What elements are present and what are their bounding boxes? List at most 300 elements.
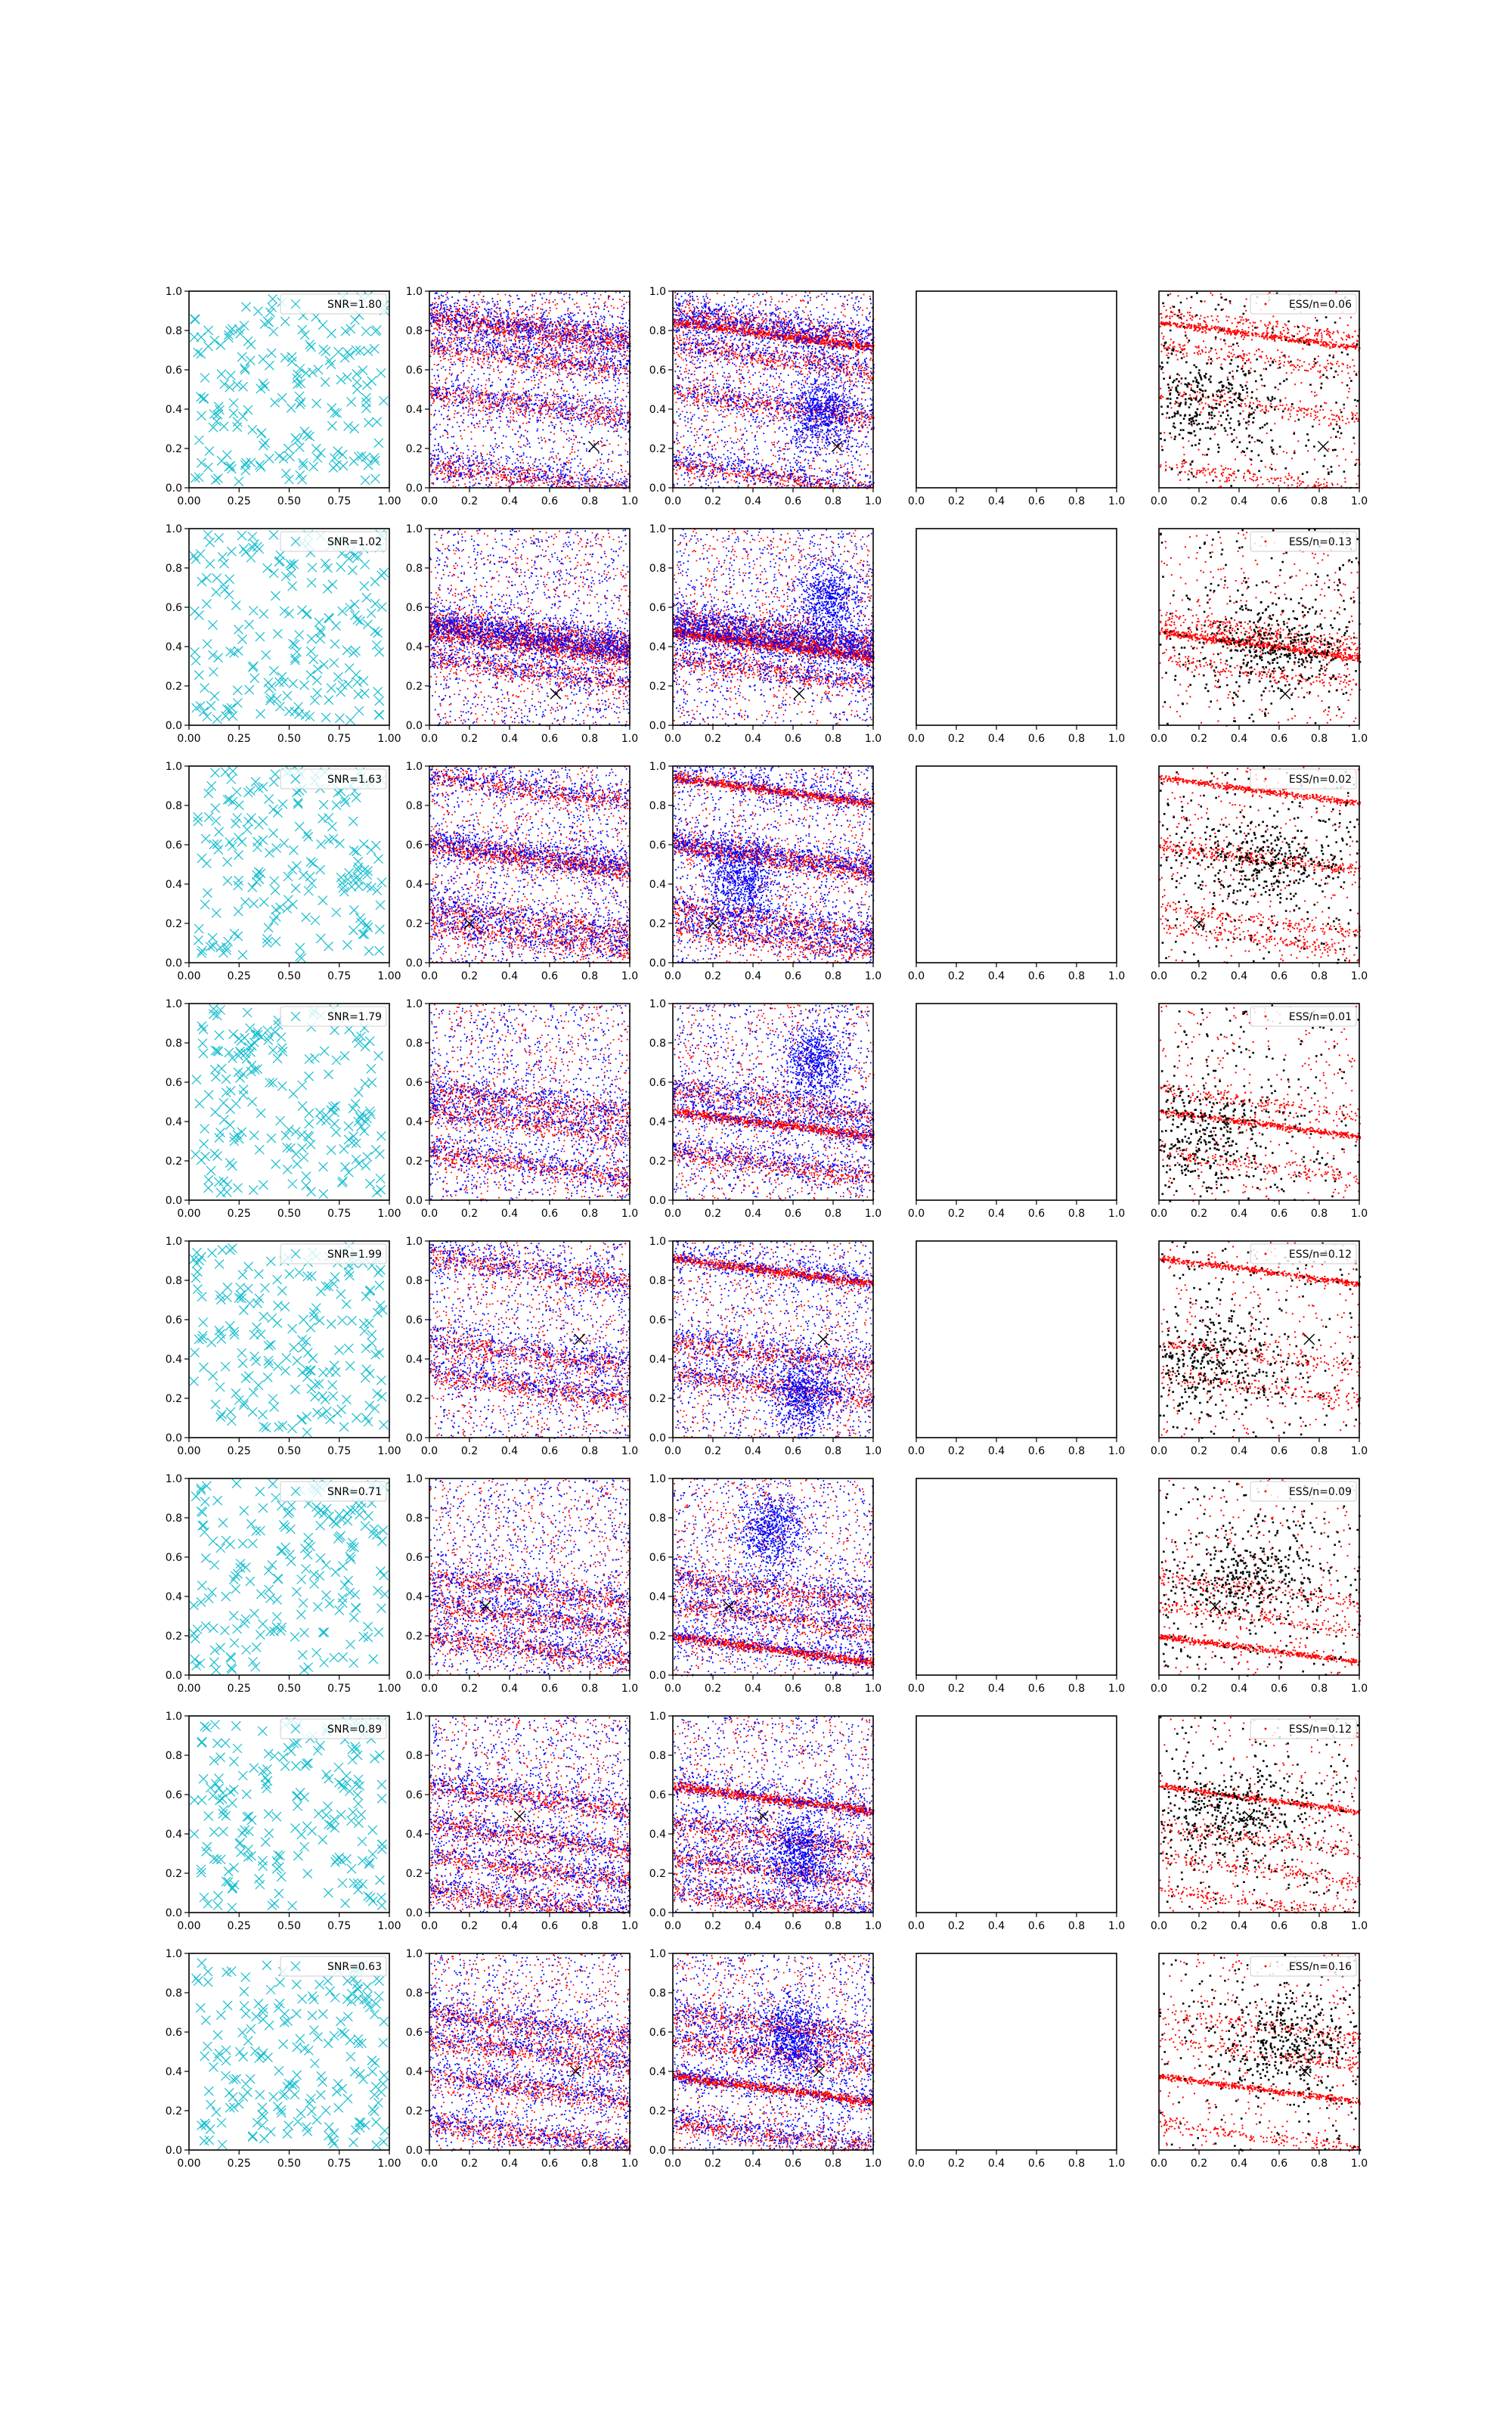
y-tick-label: 0.8: [165, 325, 182, 337]
x-tick-label: 1.0: [1108, 1920, 1126, 1932]
legend-label: ESS/n=0.13: [1288, 536, 1352, 548]
x-tick-label: 0.8: [824, 1208, 842, 1220]
x-tick-label: 0.0: [664, 1445, 682, 1457]
cyan-x-markers: [194, 766, 386, 962]
y-tick-label: 0.2: [165, 1630, 182, 1643]
x-tick-label: 0.6: [541, 495, 559, 507]
y-tick-label: 0.8: [649, 1038, 666, 1050]
subplot-r6-c5: [1151, 1478, 1368, 1695]
y-tick-label: 0.0: [649, 1432, 666, 1444]
subplot-r8-c2: [406, 1948, 638, 2170]
y-tick-label: 0.4: [649, 2066, 666, 2078]
y-tick-label: 0.2: [405, 681, 423, 693]
x-tick-label: 0.4: [1230, 733, 1248, 745]
x-tick-label: 0.6: [784, 1208, 802, 1220]
subplot-r4-c5: [1151, 1004, 1368, 1220]
x-tick-label: 0.00: [177, 733, 201, 745]
y-tick-label: 0.4: [649, 641, 666, 653]
x-tick-label: 1.0: [864, 495, 882, 507]
legend-label: ESS/n=0.06: [1288, 299, 1352, 311]
legend-marker: [1265, 778, 1267, 780]
legend-marker: [1265, 1491, 1267, 1493]
x-tick-label: 0.4: [500, 970, 519, 982]
red-points: [1160, 1241, 1361, 1438]
x-tick-label: 1.0: [1350, 2158, 1368, 2170]
x-tick-label: 0.0: [1150, 2158, 1168, 2170]
subplot-r8-c4: [908, 1953, 1125, 2170]
axes-frame: [916, 1241, 1117, 1438]
x-tick-label: 0.0: [1150, 1445, 1168, 1457]
axes-frame: [916, 1004, 1117, 1200]
y-tick-label: 0.4: [165, 404, 182, 416]
x-tick-label: 0.6: [541, 970, 559, 982]
x-tick-label: 0.00: [177, 970, 201, 982]
cyan-x-markers: [191, 1004, 386, 1199]
y-tick-label: 0.4: [165, 1829, 182, 1841]
y-tick-label: 0.2: [649, 1868, 666, 1880]
x-tick-label: 0.8: [1310, 2158, 1328, 2170]
y-tick-label: 0.8: [405, 1275, 423, 1287]
x-tick-label: 0.8: [581, 1208, 599, 1220]
legend-marker: [1265, 1728, 1267, 1730]
axes-frame: [1159, 1716, 1359, 1913]
x-tick-label: 1.0: [864, 2158, 882, 2170]
black-points: [1159, 1954, 1361, 2152]
y-tick-label: 0.2: [405, 443, 423, 455]
x-tick-label: 0.25: [227, 1920, 251, 1932]
legend-label: SNR=0.71: [327, 1486, 382, 1498]
y-tick-label: 1.0: [649, 523, 666, 535]
x-tick-label: 0.0: [1150, 733, 1168, 745]
x-tick-label: 0.0: [664, 495, 682, 507]
y-tick-label: 0.0: [649, 1670, 666, 1682]
x-tick-label: 0.4: [744, 1920, 762, 1932]
x-tick-label: 0.4: [744, 1208, 762, 1220]
y-tick-label: 0.0: [649, 482, 666, 495]
x-tick-label: 0.75: [327, 1683, 352, 1695]
x-tick-label: 0.8: [1067, 1920, 1086, 1932]
x-tick-label: 0.8: [1067, 970, 1086, 982]
x-tick-label: 0.75: [327, 1208, 352, 1220]
y-tick-label: 0.8: [649, 1512, 666, 1525]
y-tick-label: 0.8: [405, 800, 423, 812]
legend-label: SNR=1.99: [327, 1249, 382, 1261]
x-tick-label: 0.4: [987, 970, 1005, 982]
x-tick-label: 0.8: [824, 1920, 842, 1932]
x-tick-label: 0.2: [947, 970, 965, 982]
cyan-x-markers: [190, 530, 389, 725]
subplot-r6-c1: [166, 1473, 401, 1695]
x-tick-label: 0.50: [277, 1920, 302, 1932]
x-tick-label: 0.8: [824, 1683, 842, 1695]
x-tick-label: 0.4: [1230, 495, 1248, 507]
x-tick-label: 0.0: [420, 970, 438, 982]
x-tick-label: 0.8: [581, 2158, 599, 2170]
subplot-r2-c1: [166, 523, 401, 745]
x-tick-label: 1.0: [1108, 970, 1126, 982]
x-tick-label: 0.2: [704, 495, 722, 507]
y-tick-label: 0.4: [649, 404, 666, 416]
y-tick-label: 0.2: [165, 918, 182, 930]
x-tick-label: 1.00: [377, 1683, 401, 1695]
x-tick-label: 0.4: [500, 2158, 519, 2170]
x-tick-label: 1.0: [621, 1920, 639, 1932]
x-tick-label: 1.0: [864, 970, 882, 982]
x-tick-label: 1.00: [377, 970, 401, 982]
x-tick-label: 1.0: [621, 1445, 639, 1457]
x-tick-label: 0.8: [581, 970, 599, 982]
x-tick-label: 0.8: [1067, 1208, 1086, 1220]
red-points: [1159, 1478, 1361, 1675]
y-tick-label: 0.2: [649, 918, 666, 930]
x-marker: [1304, 1334, 1315, 1345]
x-tick-label: 0.8: [581, 1920, 599, 1932]
x-tick-label: 0.6: [1027, 1445, 1046, 1457]
subplot-r1-c5: [1151, 291, 1368, 507]
red-points: [429, 1004, 631, 1202]
x-marker: [794, 688, 804, 699]
x-tick-label: 0.6: [541, 2158, 559, 2170]
subplot-r4-c1: [166, 998, 401, 1220]
x-tick-label: 1.0: [1350, 970, 1368, 982]
red-points: [1159, 767, 1361, 964]
x-tick-label: 0.8: [581, 1683, 599, 1695]
x-tick-label: 0.6: [1270, 1208, 1288, 1220]
x-tick-label: 0.2: [704, 970, 722, 982]
y-tick-label: 0.6: [649, 2027, 666, 2039]
x-tick-label: 0.0: [420, 1445, 438, 1457]
legend-label: SNR=0.63: [327, 1961, 382, 1973]
subplot-r8-c1: [166, 1948, 401, 2170]
subplot-r6-c2: [406, 1473, 638, 1695]
blue-points: [429, 1716, 631, 1913]
legend-label: ESS/n=0.09: [1288, 1486, 1352, 1498]
y-tick-label: 0.4: [649, 1354, 666, 1366]
x-tick-label: 0.2: [460, 1920, 479, 1932]
y-tick-label: 0.4: [405, 1116, 423, 1128]
x-tick-label: 0.25: [227, 1208, 251, 1220]
y-tick-label: 1.0: [405, 761, 423, 773]
y-tick-label: 0.6: [405, 1314, 423, 1326]
cyan-x-markers: [190, 1717, 387, 1913]
x-marker: [588, 441, 599, 451]
x-tick-label: 0.0: [664, 1683, 682, 1695]
subplot-r1-c2: [406, 286, 638, 507]
subplot-r3-c5: [1151, 766, 1368, 982]
y-tick-label: 0.4: [405, 2066, 423, 2078]
y-tick-label: 0.4: [165, 879, 182, 891]
x-tick-label: 0.6: [1027, 2158, 1046, 2170]
x-tick-label: 0.8: [581, 495, 599, 507]
legend-label: ESS/n=0.12: [1288, 1249, 1352, 1261]
x-tick-label: 0.2: [460, 1208, 479, 1220]
red-points: [673, 1241, 875, 1438]
y-tick-label: 0.0: [165, 1432, 182, 1444]
y-tick-label: 0.6: [405, 602, 423, 614]
axes-frame: [916, 529, 1117, 725]
axes-frame: [916, 1478, 1117, 1675]
legend-marker: [1265, 303, 1267, 306]
x-tick-label: 1.0: [621, 495, 639, 507]
x-tick-label: 0.4: [500, 1683, 519, 1695]
x-tick-label: 0.6: [1027, 495, 1046, 507]
x-tick-label: 0.0: [664, 2158, 682, 2170]
y-tick-label: 0.4: [649, 1829, 666, 1841]
legend-label: ESS/n=0.16: [1288, 1961, 1352, 1973]
y-tick-label: 0.6: [165, 1789, 182, 1801]
x-marker: [758, 1811, 768, 1822]
x-tick-label: 0.6: [784, 2158, 802, 2170]
x-tick-label: 0.00: [177, 495, 201, 507]
x-tick-label: 0.8: [1310, 970, 1328, 982]
x-tick-label: 1.0: [1350, 1920, 1368, 1932]
y-tick-label: 0.6: [165, 1552, 182, 1564]
x-tick-label: 0.0: [907, 2158, 925, 2170]
x-tick-label: 1.0: [1108, 733, 1126, 745]
y-tick-label: 0.6: [649, 1552, 666, 1564]
y-tick-label: 0.0: [649, 1907, 666, 1919]
x-tick-label: 0.75: [327, 495, 352, 507]
y-tick-label: 0.4: [405, 1829, 423, 1841]
legend-label: SNR=1.79: [327, 1011, 382, 1023]
x-tick-label: 0.6: [1027, 1920, 1046, 1932]
x-tick-label: 1.0: [864, 1445, 882, 1457]
x-tick-label: 0.4: [744, 733, 762, 745]
x-tick-label: 1.00: [377, 733, 401, 745]
y-tick-label: 0.4: [649, 1591, 666, 1603]
x-tick-label: 0.8: [581, 1445, 599, 1457]
x-tick-label: 0.25: [227, 2158, 251, 2170]
y-tick-label: 0.2: [405, 1156, 423, 1168]
x-tick-label: 0.0: [420, 495, 438, 507]
y-tick-label: 1.0: [405, 1948, 423, 1960]
x-tick-label: 0.4: [1230, 1920, 1248, 1932]
blue-points: [673, 1716, 875, 1914]
y-tick-label: 0.8: [649, 800, 666, 812]
blue-points: [429, 1241, 631, 1439]
legend-label: SNR=1.63: [327, 774, 382, 786]
subplot-r7-c4: [908, 1716, 1125, 1932]
x-tick-label: 0.0: [664, 1920, 682, 1932]
y-tick-label: 0.4: [649, 879, 666, 891]
subplot-r3-c2: [406, 761, 638, 982]
x-marker: [1300, 2066, 1310, 2077]
y-tick-label: 0.0: [405, 482, 423, 495]
red-points: [1160, 292, 1361, 489]
x-tick-label: 0.2: [947, 2158, 965, 2170]
y-tick-label: 0.2: [649, 1156, 666, 1168]
x-tick-label: 0.4: [1230, 1683, 1248, 1695]
axes-frame: [916, 766, 1117, 963]
x-tick-label: 0.2: [1190, 733, 1208, 745]
y-tick-label: 0.0: [165, 1907, 182, 1919]
y-tick-label: 1.0: [165, 523, 182, 535]
axes-frame: [1159, 291, 1359, 488]
x-tick-label: 0.8: [1310, 495, 1328, 507]
cyan-x-markers: [192, 1959, 389, 2150]
subplot-r6-c3: [649, 1473, 881, 1695]
y-tick-label: 0.6: [405, 2027, 423, 2039]
y-tick-label: 0.2: [165, 443, 182, 455]
y-tick-label: 0.0: [649, 957, 666, 970]
y-tick-label: 0.2: [405, 2105, 423, 2118]
x-tick-label: 0.2: [1190, 495, 1208, 507]
x-tick-label: 0.6: [784, 1683, 802, 1695]
x-tick-label: 0.0: [664, 970, 682, 982]
x-tick-label: 1.0: [1350, 733, 1368, 745]
x-tick-label: 0.8: [1067, 495, 1086, 507]
y-tick-label: 0.6: [165, 839, 182, 852]
x-tick-label: 0.4: [744, 2158, 762, 2170]
x-tick-label: 0.8: [1310, 1208, 1328, 1220]
x-tick-label: 0.2: [1190, 1445, 1208, 1457]
y-tick-label: 0.6: [649, 365, 666, 377]
subplot-r7-c5: [1151, 1716, 1368, 1932]
x-tick-label: 0.6: [1270, 733, 1288, 745]
y-tick-label: 0.4: [165, 1354, 182, 1366]
subplot-r4-c2: [406, 998, 638, 1220]
y-tick-label: 0.6: [405, 839, 423, 852]
x-tick-label: 0.50: [277, 1445, 302, 1457]
subplot-r6-c4: [908, 1478, 1125, 1695]
x-tick-label: 0.8: [824, 1445, 842, 1457]
axes-frame: [916, 1716, 1117, 1913]
blue-points: [429, 291, 631, 489]
x-tick-label: 0.8: [1310, 733, 1328, 745]
x-tick-label: 0.4: [500, 1208, 519, 1220]
x-tick-label: 0.2: [704, 1445, 722, 1457]
x-tick-label: 1.0: [864, 1683, 882, 1695]
legend-label: SNR=1.02: [327, 536, 382, 548]
y-tick-label: 0.0: [649, 2145, 666, 2157]
x-tick-label: 0.6: [1270, 1920, 1288, 1932]
y-tick-label: 0.8: [165, 800, 182, 812]
red-points: [429, 529, 631, 726]
y-tick-label: 1.0: [405, 286, 423, 298]
x-tick-label: 0.0: [420, 1683, 438, 1695]
x-tick-label: 0.75: [327, 1920, 352, 1932]
x-tick-label: 0.6: [784, 1445, 802, 1457]
x-marker: [818, 1334, 829, 1345]
y-tick-label: 0.4: [165, 2066, 182, 2078]
x-tick-label: 1.0: [1108, 1208, 1126, 1220]
x-tick-label: 0.8: [824, 970, 842, 982]
x-tick-label: 1.0: [1350, 1208, 1368, 1220]
y-tick-label: 0.2: [165, 1156, 182, 1168]
x-tick-label: 0.6: [784, 970, 802, 982]
blue-points: [673, 291, 875, 489]
subplot-r5-c1: [166, 1236, 401, 1457]
x-tick-label: 0.8: [824, 495, 842, 507]
y-tick-label: 0.6: [649, 839, 666, 852]
legend-label: ESS/n=0.12: [1288, 1723, 1352, 1736]
y-tick-label: 1.0: [165, 1711, 182, 1723]
y-tick-label: 0.0: [405, 1432, 423, 1444]
x-tick-label: 0.8: [581, 733, 599, 745]
y-tick-label: 0.2: [165, 1868, 182, 1880]
y-tick-label: 0.6: [649, 602, 666, 614]
x-tick-label: 0.2: [1190, 1208, 1208, 1220]
y-tick-label: 0.0: [165, 1195, 182, 1207]
x-tick-label: 0.2: [947, 1920, 965, 1932]
x-tick-label: 0.50: [277, 733, 302, 745]
y-tick-label: 0.0: [405, 957, 423, 970]
x-tick-label: 0.75: [327, 1445, 352, 1457]
x-tick-label: 0.50: [277, 2158, 302, 2170]
x-tick-label: 0.00: [177, 1208, 201, 1220]
x-tick-label: 0.4: [1230, 2158, 1248, 2170]
legend-marker: [1265, 541, 1267, 543]
x-tick-label: 0.8: [824, 733, 842, 745]
x-tick-label: 0.2: [1190, 1920, 1208, 1932]
x-tick-label: 1.0: [864, 733, 882, 745]
x-tick-label: 0.6: [541, 1683, 559, 1695]
subplot-r5-c4: [908, 1241, 1125, 1457]
y-tick-label: 0.6: [165, 602, 182, 614]
y-tick-label: 0.8: [165, 1987, 182, 2000]
x-tick-label: 0.4: [744, 1683, 762, 1695]
x-tick-label: 1.00: [377, 495, 401, 507]
y-tick-label: 1.0: [165, 1473, 182, 1485]
x-tick-label: 0.0: [907, 1208, 925, 1220]
x-tick-label: 0.2: [704, 1683, 722, 1695]
x-tick-label: 1.00: [377, 1920, 401, 1932]
x-tick-label: 1.0: [1350, 1445, 1368, 1457]
x-tick-label: 0.8: [1067, 733, 1086, 745]
x-tick-label: 0.2: [1190, 970, 1208, 982]
x-tick-label: 0.2: [947, 1445, 965, 1457]
x-tick-label: 0.2: [947, 1683, 965, 1695]
y-tick-label: 1.0: [165, 761, 182, 773]
y-tick-label: 0.4: [165, 1591, 182, 1603]
x-tick-label: 0.4: [500, 495, 519, 507]
y-tick-label: 0.4: [405, 879, 423, 891]
x-tick-label: 0.2: [460, 733, 479, 745]
x-tick-label: 0.0: [420, 1208, 438, 1220]
y-tick-label: 0.8: [649, 563, 666, 575]
y-tick-label: 0.4: [405, 404, 423, 416]
x-tick-label: 0.25: [227, 1445, 251, 1457]
x-tick-label: 0.00: [177, 1920, 201, 1932]
x-tick-label: 0.4: [744, 1445, 762, 1457]
x-tick-label: 0.2: [704, 733, 722, 745]
blue-points: [429, 1004, 631, 1202]
y-tick-label: 1.0: [649, 1711, 666, 1723]
y-tick-label: 0.6: [649, 1077, 666, 1089]
x-tick-label: 0.50: [277, 970, 302, 982]
x-tick-label: 0.6: [541, 733, 559, 745]
y-tick-label: 0.2: [649, 2105, 666, 2118]
y-tick-label: 1.0: [405, 1236, 423, 1248]
y-tick-label: 0.2: [405, 1868, 423, 1880]
y-tick-label: 0.0: [405, 1195, 423, 1207]
y-tick-label: 0.4: [405, 1591, 423, 1603]
y-tick-label: 0.2: [405, 1393, 423, 1405]
y-tick-label: 0.0: [405, 2145, 423, 2157]
x-tick-label: 0.50: [277, 1208, 302, 1220]
x-tick-label: 0.0: [1150, 495, 1168, 507]
y-tick-label: 0.2: [649, 681, 666, 693]
y-tick-label: 0.2: [165, 1393, 182, 1405]
axes-frame: [189, 766, 389, 963]
y-tick-label: 1.0: [649, 1236, 666, 1248]
y-tick-label: 0.6: [165, 1077, 182, 1089]
y-tick-label: 0.2: [649, 1630, 666, 1643]
x-tick-label: 1.0: [1108, 495, 1126, 507]
y-tick-label: 0.0: [165, 720, 182, 732]
x-tick-label: 0.8: [1310, 1920, 1328, 1932]
x-tick-label: 0.25: [227, 970, 251, 982]
